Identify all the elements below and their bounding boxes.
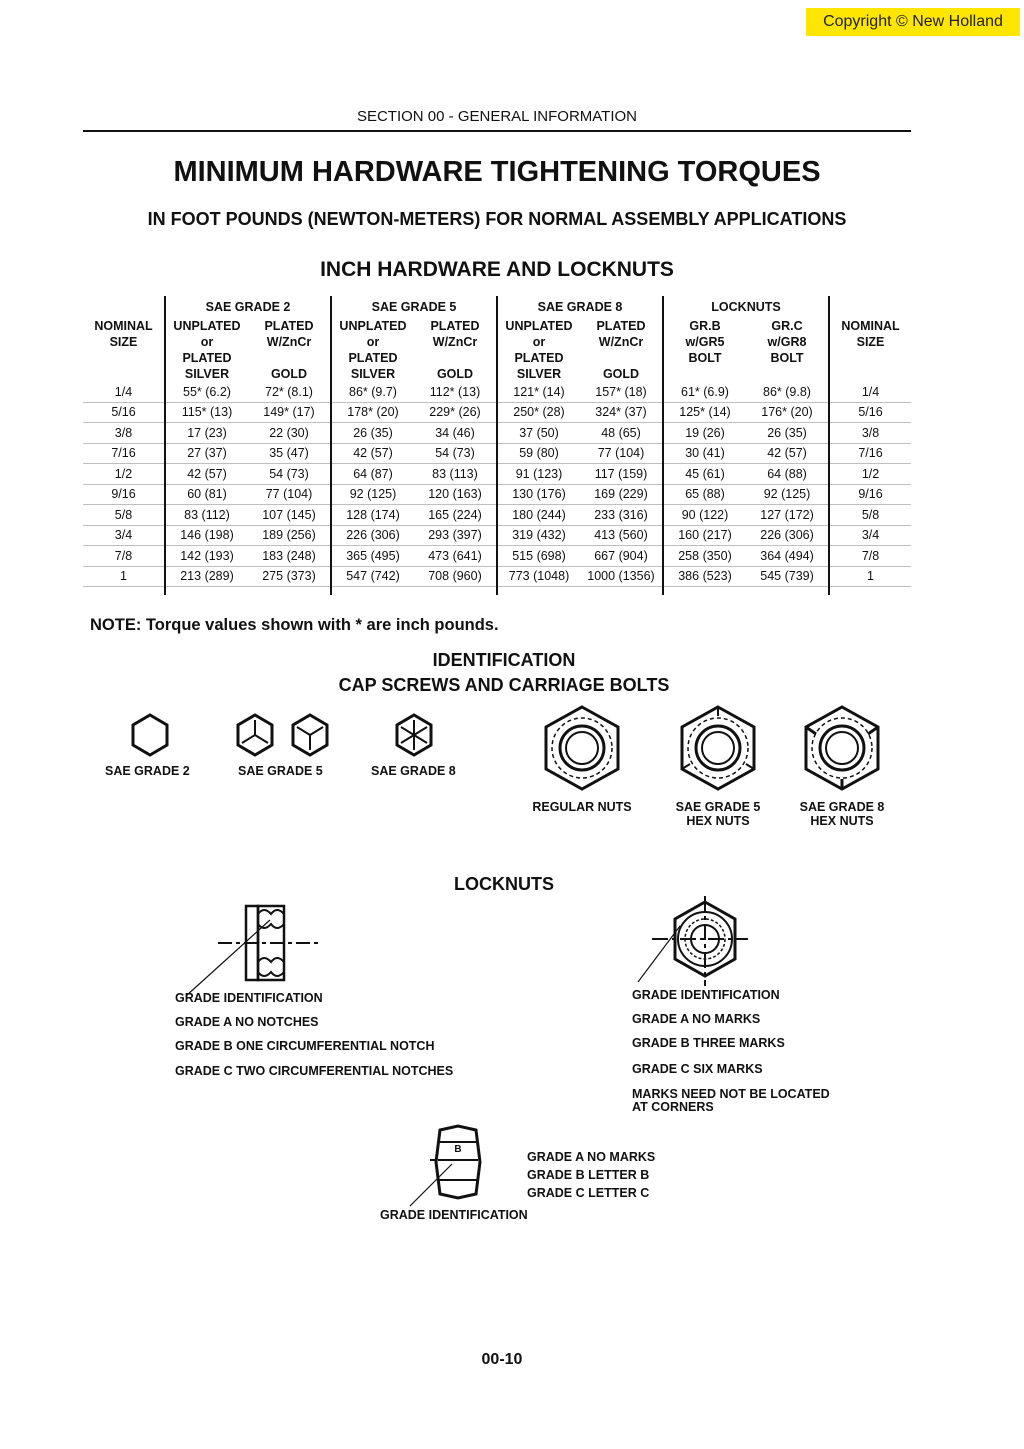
table-row [83, 525, 911, 546]
table-row [83, 443, 911, 464]
cap-screws-heading: CAP SCREWS AND CARRIAGE BOLTS [338, 675, 670, 695]
table-cell: 213 (289) [165, 566, 248, 587]
locknut-letter-marking: B [454, 1144, 462, 1155]
table-cell: 386 (523) [663, 566, 746, 587]
column-header-line: w/GR8 [767, 335, 807, 349]
table-cell: 65 (88) [663, 484, 746, 505]
table-cell: 229* (26) [414, 402, 497, 423]
table-cell: 64 (87) [331, 464, 414, 485]
table-cell: 275 (373) [248, 566, 331, 587]
left-grade-c: GRADE C TWO CIRCUMFERENTIAL NOTCHES [175, 1064, 454, 1078]
table-cell: 1/2 [83, 464, 165, 485]
column-header-line: PLATED [430, 319, 480, 333]
table-cell: 17 (23) [165, 423, 248, 444]
table-cell: 5/16 [829, 402, 911, 423]
table-cell: 7/16 [83, 443, 165, 464]
table-cell: 117 (159) [580, 464, 663, 485]
table-cell: 146 (198) [165, 525, 248, 546]
table-cell: 5/16 [83, 402, 165, 423]
bottom-grade-a: GRADE A NO MARKS [527, 1150, 656, 1164]
column-header-line: GR.C [771, 319, 803, 333]
table-cell: 54 (73) [414, 443, 497, 464]
marked-locknut-icon [620, 896, 760, 996]
regular-nut-icon [540, 704, 624, 792]
table-cell: 83 (113) [414, 464, 497, 485]
table-cell: 169 (229) [580, 484, 663, 505]
column-header [746, 318, 829, 382]
table-row [83, 505, 911, 526]
table-cell: 121* (14) [497, 382, 580, 402]
table-cell: 183 (248) [248, 546, 331, 567]
table-row [83, 546, 911, 567]
table-cell: 667 (904) [580, 546, 663, 567]
table-cell: 473 (641) [414, 546, 497, 567]
table-cell: 149* (17) [248, 402, 331, 423]
column-header-line: PLATED [514, 351, 564, 365]
torque-note: NOTE: Torque values shown with * are inch pounds. [90, 616, 499, 634]
table-cell: 127 (172) [746, 505, 829, 526]
table-body [83, 382, 911, 595]
table-cell: 90 (122) [663, 505, 746, 526]
section-header: SECTION 00 - GENERAL INFORMATION [356, 108, 638, 125]
table-cell: 86* (9.8) [746, 382, 829, 402]
column-header-line: or [532, 335, 546, 349]
table-cell: 112* (13) [414, 382, 497, 402]
column-header-line: GOLD [270, 367, 308, 381]
nut-label-grade-5: SAE GRADE 5 HEX NUTS [675, 800, 761, 828]
table-cell: 42 (57) [331, 443, 414, 464]
table-row [83, 464, 911, 485]
locknuts-heading: LOCKNUTS [454, 874, 554, 894]
column-header-line: UNPLATED [339, 319, 407, 333]
table-cell: 160 (217) [663, 525, 746, 546]
table-cell: 9/16 [83, 484, 165, 505]
padding-cell [83, 587, 165, 596]
table-cell: 130 (176) [497, 484, 580, 505]
padding-cell [248, 587, 331, 596]
table-cell: 250* (28) [497, 402, 580, 423]
page-subtitle: IN FOOT POUNDS (NEWTON-METERS) FOR NORMAL ASSEMBLY APPLICATIONS [147, 209, 847, 229]
table-cell: 64 (88) [746, 464, 829, 485]
page-title: MINIMUM HARDWARE TIGHTENING TORQUES [173, 156, 821, 188]
right-grade-b: GRADE B THREE MARKS [632, 1036, 785, 1050]
table-cell: 773 (1048) [497, 566, 580, 587]
bottom-grade-identification: GRADE IDENTIFICATION [380, 1208, 528, 1222]
column-header [663, 318, 746, 382]
padding-cell [497, 587, 580, 596]
sae-grade-8-hex-nut-icon [800, 704, 884, 792]
table-cell: 9/16 [829, 484, 911, 505]
column-header [580, 318, 663, 382]
column-header-line: NOMINAL [841, 319, 900, 333]
column-header-line: SILVER [350, 367, 396, 381]
column-header-line [414, 350, 496, 366]
table-cell: 7/16 [829, 443, 911, 464]
torque-table [83, 296, 911, 595]
marks-note: MARKS NEED NOT BE LOCATED AT CORNERS [632, 1087, 830, 1114]
table-cell: 293 (397) [414, 525, 497, 546]
table-cell: 180 (244) [497, 505, 580, 526]
column-header [331, 318, 414, 382]
column-header [248, 318, 331, 382]
table-cell: 83 (112) [165, 505, 248, 526]
table-cell: 115* (13) [165, 402, 248, 423]
column-header-line: GR.B [689, 319, 721, 333]
table-cell: 22 (30) [248, 423, 331, 444]
table-cell: 233 (316) [580, 505, 663, 526]
group-header-row [83, 296, 911, 318]
bolt-label-grade-8: SAE GRADE 8 [371, 764, 456, 778]
table-cell: 1/4 [83, 382, 165, 402]
sae-grade-5-bolt-icon-b [290, 712, 330, 758]
padding-cell [580, 587, 663, 596]
table-cell: 1/4 [829, 382, 911, 402]
column-header-line: BOLT [770, 351, 804, 365]
table-cell: 324* (37) [580, 402, 663, 423]
table-cell: 19 (26) [663, 423, 746, 444]
group-header: SAE GRADE 8 [497, 296, 663, 318]
sae-grade-2-bolt-icon [130, 712, 170, 758]
sae-grade-8-bolt-icon [394, 712, 434, 758]
table-cell: 157* (18) [580, 382, 663, 402]
column-header-line: SILVER [516, 367, 562, 381]
table-cell: 92 (125) [331, 484, 414, 505]
padding-cell [663, 587, 746, 596]
sae-grade-5-hex-nut-icon [676, 704, 760, 792]
table-cell: 91 (123) [497, 464, 580, 485]
bolt-label-grade-2: SAE GRADE 2 [105, 764, 190, 778]
column-header-line: SILVER [184, 367, 230, 381]
padding-cell [165, 587, 248, 596]
table-row [83, 566, 911, 587]
table-cell: 708 (960) [414, 566, 497, 587]
sae-grade-5-bolt-icon-a [235, 712, 275, 758]
table-cell: 60 (81) [165, 484, 248, 505]
table-cell: 319 (432) [497, 525, 580, 546]
column-header-row [83, 318, 911, 382]
table-cell: 1/2 [829, 464, 911, 485]
left-grade-a: GRADE A NO NOTCHES [175, 1015, 319, 1029]
column-header-line: SIZE [109, 335, 138, 349]
table-cell: 48 (65) [580, 423, 663, 444]
table-cell: 26 (35) [331, 423, 414, 444]
column-header-line: or [366, 335, 380, 349]
column-header-line: PLATED [348, 351, 398, 365]
identification-heading: IDENTIFICATION [432, 650, 576, 670]
table-cell: 413 (560) [580, 525, 663, 546]
nut-label-regular: REGULAR NUTS [532, 800, 632, 814]
table-cell: 547 (742) [331, 566, 414, 587]
table-cell: 77 (104) [580, 443, 663, 464]
table-cell: 120 (163) [414, 484, 497, 505]
left-grade-identification: GRADE IDENTIFICATION [175, 991, 323, 1005]
column-header-line [580, 350, 662, 366]
table-cell: 1000 (1356) [580, 566, 663, 587]
column-header-line: NOMINAL [94, 319, 153, 333]
table-cell: 42 (57) [165, 464, 248, 485]
right-grade-identification: GRADE IDENTIFICATION [632, 988, 780, 1002]
right-grade-a: GRADE A NO MARKS [632, 1012, 761, 1026]
table-cell: 30 (41) [663, 443, 746, 464]
column-header [165, 318, 248, 382]
table-cell: 107 (145) [248, 505, 331, 526]
table-cell: 77 (104) [248, 484, 331, 505]
column-header [414, 318, 497, 382]
table-cell: 92 (125) [746, 484, 829, 505]
table-cell: 34 (46) [414, 423, 497, 444]
padding-cell [414, 587, 497, 596]
group-header-blank [829, 296, 911, 318]
table-cell: 365 (495) [331, 546, 414, 567]
table-cell: 3/8 [829, 423, 911, 444]
table-cell: 54 (73) [248, 464, 331, 485]
header-rule [83, 130, 911, 132]
table-cell: 176* (20) [746, 402, 829, 423]
padding-cell [829, 587, 911, 596]
table-cell: 5/8 [83, 505, 165, 526]
notched-locknut-icon [170, 900, 330, 1000]
table-cell: 37 (50) [497, 423, 580, 444]
column-header-line: or [200, 335, 214, 349]
column-header [83, 318, 165, 382]
padding-cell [746, 587, 829, 596]
column-header-line: BOLT [688, 351, 722, 365]
column-header-line: UNPLATED [505, 319, 573, 333]
group-header-blank [83, 296, 165, 318]
bottom-grade-c: GRADE C LETTER C [527, 1186, 650, 1200]
table-cell: 7/8 [829, 546, 911, 567]
column-header-line: UNPLATED [173, 319, 241, 333]
lettered-locknut-icon [400, 1122, 520, 1212]
table-cell: 142 (193) [165, 546, 248, 567]
table-cell: 125* (14) [663, 402, 746, 423]
column-header-line: GOLD [436, 367, 474, 381]
column-header-line: PLATED [264, 319, 314, 333]
column-header [829, 318, 911, 382]
table-cell: 86* (9.7) [331, 382, 414, 402]
group-header: SAE GRADE 2 [165, 296, 331, 318]
table-cell: 59 (80) [497, 443, 580, 464]
group-header: SAE GRADE 5 [331, 296, 497, 318]
table-cell: 3/8 [83, 423, 165, 444]
table-cell: 178* (20) [331, 402, 414, 423]
column-header-line: w/GR5 [685, 335, 725, 349]
table-cell: 258 (350) [663, 546, 746, 567]
table-cell: 3/4 [83, 525, 165, 546]
padding-cell [331, 587, 414, 596]
table-bottom-padding [83, 587, 911, 596]
table-cell: 515 (698) [497, 546, 580, 567]
table-title: INCH HARDWARE AND LOCKNUTS [320, 258, 674, 281]
table-cell: 1 [829, 566, 911, 587]
table-cell: 3/4 [829, 525, 911, 546]
table-cell: 5/8 [829, 505, 911, 526]
table-cell: 189 (256) [248, 525, 331, 546]
table-cell: 27 (37) [165, 443, 248, 464]
column-header-line: SIZE [856, 335, 885, 349]
right-grade-c: GRADE C SIX MARKS [632, 1062, 763, 1076]
bolt-label-grade-5: SAE GRADE 5 [238, 764, 323, 778]
left-grade-b: GRADE B ONE CIRCUMFERENTIAL NOTCH [175, 1039, 435, 1053]
table-cell: 45 (61) [663, 464, 746, 485]
table-row [83, 382, 911, 402]
table-cell: 226 (306) [331, 525, 414, 546]
table-cell: 364 (494) [746, 546, 829, 567]
copyright-badge: Copyright © New Holland [806, 8, 1020, 36]
table-cell: 1 [83, 566, 165, 587]
table-cell: 7/8 [83, 546, 165, 567]
table-cell: 26 (35) [746, 423, 829, 444]
table-cell: 128 (174) [331, 505, 414, 526]
table-cell: 72* (8.1) [248, 382, 331, 402]
table-row [83, 423, 911, 444]
table-cell: 545 (739) [746, 566, 829, 587]
column-header-line: PLATED [182, 351, 232, 365]
table-row [83, 402, 911, 423]
group-header: LOCKNUTS [663, 296, 829, 318]
table-cell: 42 (57) [746, 443, 829, 464]
table-row [83, 484, 911, 505]
table-cell: 165 (224) [414, 505, 497, 526]
table-cell: 61* (6.9) [663, 382, 746, 402]
column-header-line: W/ZnCr [432, 335, 478, 349]
column-header-line: W/ZnCr [266, 335, 312, 349]
table-cell: 226 (306) [746, 525, 829, 546]
page-number: 00-10 [481, 1351, 523, 1368]
column-header [497, 318, 580, 382]
column-header-line: W/ZnCr [598, 335, 644, 349]
bottom-grade-b: GRADE B LETTER B [527, 1168, 650, 1182]
table-cell: 55* (6.2) [165, 382, 248, 402]
column-header-line: PLATED [596, 319, 646, 333]
table-cell: 35 (47) [248, 443, 331, 464]
column-header-line [248, 350, 330, 366]
column-header-line: GOLD [602, 367, 640, 381]
nut-label-grade-8: SAE GRADE 8 HEX NUTS [799, 800, 885, 828]
